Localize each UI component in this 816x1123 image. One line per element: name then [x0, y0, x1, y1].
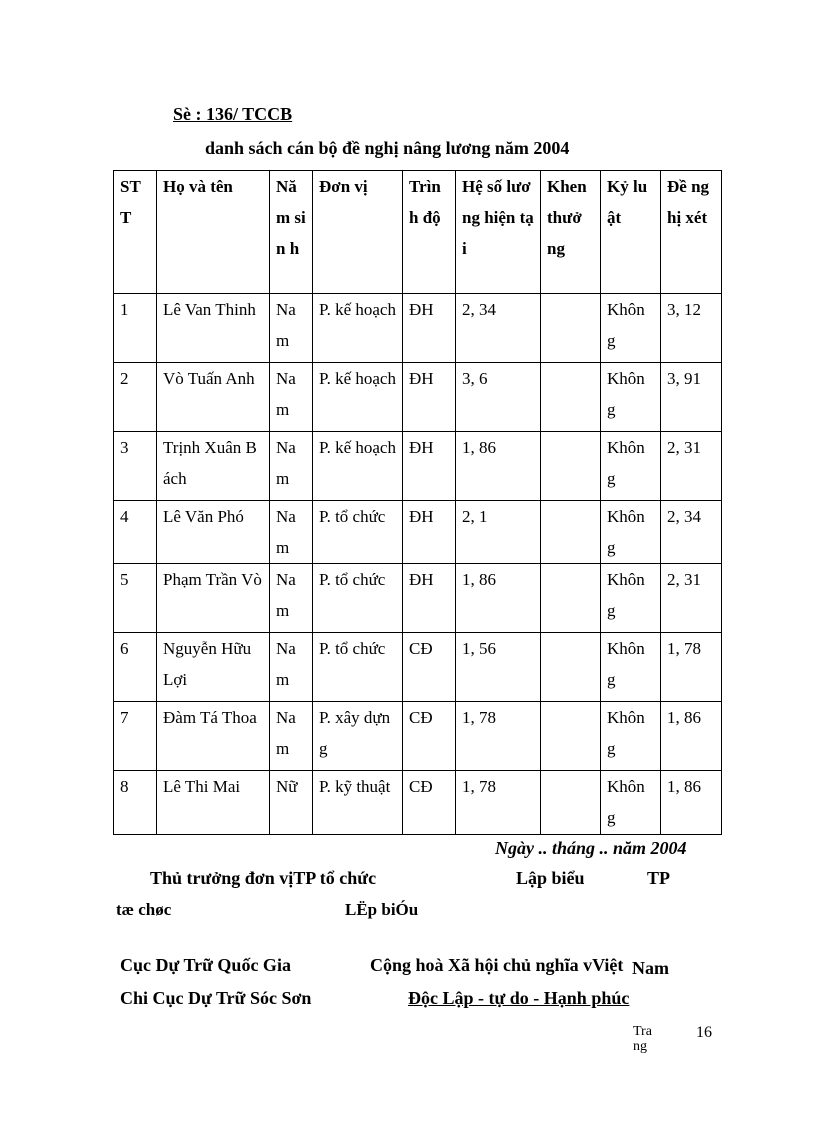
cell-discipline: Khôn g: [601, 771, 661, 835]
signature-subline-left: tæ chøc: [116, 900, 172, 919]
cell-current-salary: 1, 78: [456, 771, 541, 835]
table-row: [114, 702, 722, 771]
cell-stt: 2: [114, 363, 157, 432]
cell-name: Trịnh Xuân Bách: [157, 432, 270, 501]
cell-name: Đàm Tá Thoa: [157, 702, 270, 771]
cell-education: ĐH: [403, 501, 456, 564]
date-line: Ngày .. tháng .. năm 2004: [495, 838, 687, 858]
header-unit: Đơn vị: [313, 171, 403, 294]
cell-reward: [541, 564, 601, 633]
page-number: 16: [696, 1024, 712, 1041]
cell-reward: [541, 294, 601, 363]
table-row: [114, 432, 722, 501]
document-title: danh sách cán bộ đề nghị nâng lương năm 2004: [205, 138, 570, 158]
cell-reward: [541, 702, 601, 771]
signature-heading-compiler: Lập biểu: [516, 868, 585, 888]
cell-education: ĐH: [403, 363, 456, 432]
cell-unit: P. tổ chức: [313, 564, 403, 633]
table-header-row: [114, 171, 722, 294]
cell-education: ĐH: [403, 432, 456, 501]
header-sex: Nă m sin h: [270, 171, 313, 294]
cell-proposal: 2, 31: [661, 564, 722, 633]
cell-unit: P. kế hoạch: [313, 294, 403, 363]
cell-proposal: 3, 12: [661, 294, 722, 363]
cell-proposal: 1, 86: [661, 702, 722, 771]
organization-line-1: Cục Dự Trữ Quốc Gia: [120, 955, 291, 975]
nation-motto-line-1: Cộng hoà Xã hội chủ nghĩa vViệt: [370, 955, 624, 975]
header-current-salary: Hệ số lương hiện tại: [456, 171, 541, 294]
cell-proposal: 3, 91: [661, 363, 722, 432]
signature-heading-tp: TP: [647, 868, 671, 888]
nation-motto-line-2: Độc Lập - tự do - Hạnh phúc: [408, 988, 630, 1008]
header-proposal: Đề nghị xét: [661, 171, 722, 294]
cell-education: CĐ: [403, 702, 456, 771]
cell-proposal: 1, 78: [661, 633, 722, 702]
cell-reward: [541, 363, 601, 432]
cell-reward: [541, 501, 601, 564]
table-row: [114, 363, 722, 432]
cell-reward: [541, 432, 601, 501]
cell-stt: 8: [114, 771, 157, 835]
cell-current-salary: 2, 34: [456, 294, 541, 363]
cell-proposal: 2, 34: [661, 501, 722, 564]
header-education: Trìn h độ: [403, 171, 456, 294]
cell-current-salary: 2, 1: [456, 501, 541, 564]
reference-number: Sè : 136/ TCCB: [173, 104, 293, 124]
organization-line-2: Chi Cục Dự Trữ Sóc Sơn: [120, 988, 312, 1008]
table-row: [114, 771, 722, 835]
cell-discipline: Khôn g: [601, 294, 661, 363]
cell-current-salary: 1, 56: [456, 633, 541, 702]
header-reward: Khen thưở ng: [541, 171, 601, 294]
header-name: Họ và tên: [157, 171, 270, 294]
header-discipline: Kỷ luật: [601, 171, 661, 294]
page-label-line-2: ng: [633, 1039, 647, 1054]
cell-stt: 6: [114, 633, 157, 702]
cell-stt: 1: [114, 294, 157, 363]
cell-stt: 7: [114, 702, 157, 771]
cell-reward: [541, 633, 601, 702]
cell-discipline: Khôn g: [601, 633, 661, 702]
cell-sex: Na m: [270, 432, 313, 501]
cell-sex: Na m: [270, 564, 313, 633]
cell-discipline: Khôn g: [601, 432, 661, 501]
cell-current-salary: 1, 78: [456, 702, 541, 771]
cell-unit: P. kế hoạch: [313, 363, 403, 432]
cell-discipline: Khôn g: [601, 363, 661, 432]
table-row: [114, 564, 722, 633]
cell-stt: 3: [114, 432, 157, 501]
cell-name: Nguyễn Hữu Lợi: [157, 633, 270, 702]
header-stt: ST T: [114, 171, 157, 294]
cell-stt: 4: [114, 501, 157, 564]
page-label-line-1: Tra: [633, 1024, 652, 1039]
table-row: [114, 294, 722, 363]
signature-subline-right: LËp biÓu: [345, 900, 419, 919]
cell-proposal: 2, 31: [661, 432, 722, 501]
cell-current-salary: 1, 86: [456, 564, 541, 633]
cell-unit: P. xây dựng: [313, 702, 403, 771]
cell-stt: 5: [114, 564, 157, 633]
cell-name: Lê Van Thinh: [157, 294, 270, 363]
cell-name: Lê Thi Mai: [157, 771, 270, 835]
cell-sex: Na m: [270, 363, 313, 432]
cell-sex: Na m: [270, 501, 313, 564]
cell-sex: Na m: [270, 294, 313, 363]
cell-sex: Nữ: [270, 771, 313, 835]
cell-name: Vò Tuấn Anh: [157, 363, 270, 432]
cell-current-salary: 1, 86: [456, 432, 541, 501]
cell-unit: P. kế hoạch: [313, 432, 403, 501]
table-row: [114, 501, 722, 564]
staff-table: [113, 170, 722, 835]
cell-education: CĐ: [403, 633, 456, 702]
cell-name: Lê Văn Phó: [157, 501, 270, 564]
cell-discipline: Khôn g: [601, 702, 661, 771]
cell-education: ĐH: [403, 564, 456, 633]
cell-discipline: Khôn g: [601, 564, 661, 633]
cell-sex: Na m: [270, 702, 313, 771]
cell-education: CĐ: [403, 771, 456, 835]
cell-current-salary: 3, 6: [456, 363, 541, 432]
nation-motto-line-1-tail: Nam: [632, 958, 669, 978]
cell-sex: Na m: [270, 633, 313, 702]
cell-unit: P. kỹ thuật: [313, 771, 403, 835]
cell-name: Phạm Trần Vò: [157, 564, 270, 633]
cell-discipline: Khôn g: [601, 501, 661, 564]
table-row: [114, 633, 722, 702]
cell-proposal: 1, 86: [661, 771, 722, 835]
signature-heading-left: Thủ trưởng đơn vịTP tổ chức: [150, 868, 377, 888]
cell-education: ĐH: [403, 294, 456, 363]
cell-unit: P. tổ chức: [313, 633, 403, 702]
cell-reward: [541, 771, 601, 835]
cell-unit: P. tổ chức: [313, 501, 403, 564]
